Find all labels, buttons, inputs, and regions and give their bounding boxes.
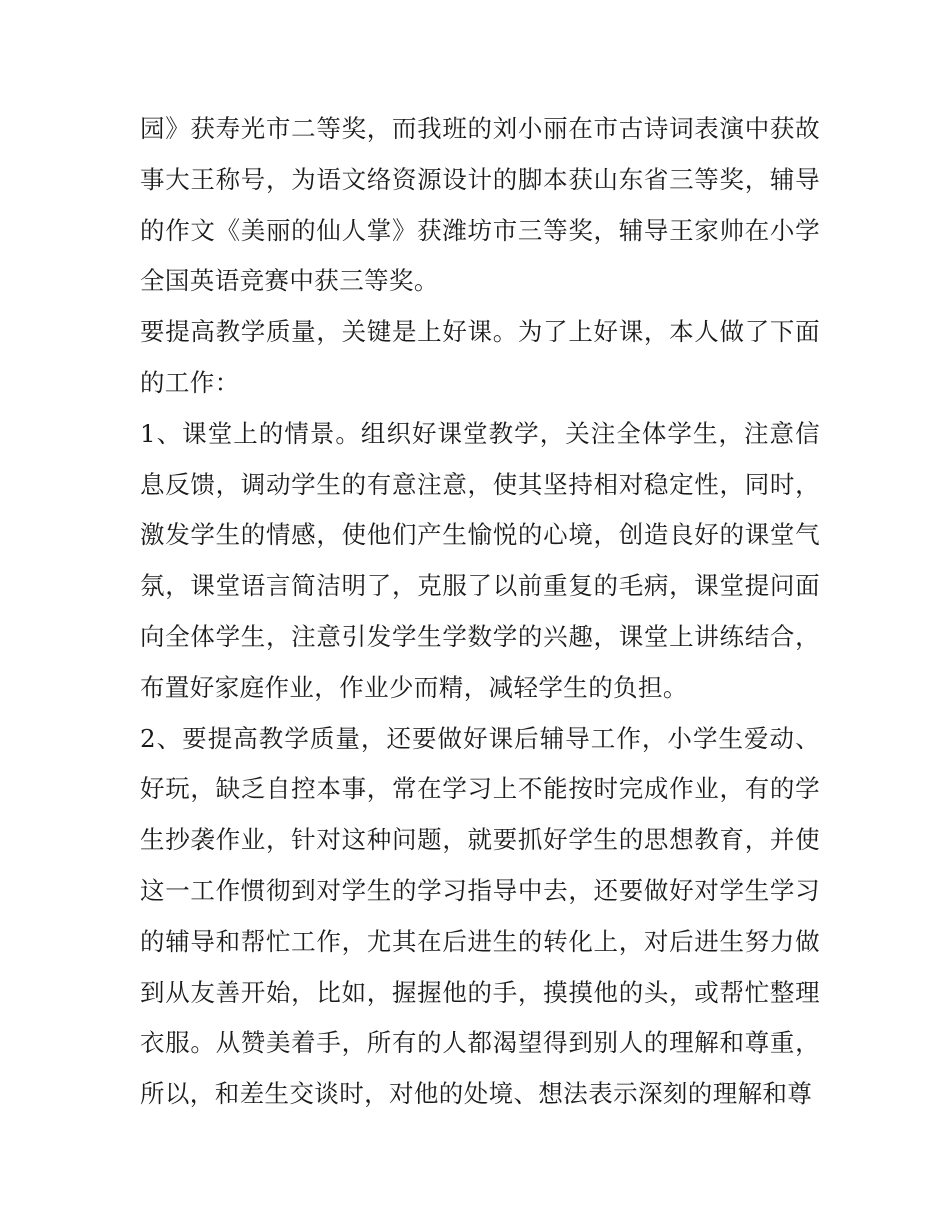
paragraph-award-results: 园》获寿光市二等奖，而我班的刘小丽在市古诗词表演中获故事大王称号，为语文络资源设计的脚本获山东省三等奖，辅导的作文《美丽的仙人掌》获潍坊市三等奖，辅导王家帅在小学全国英语竞赛中获三等奖。 [140,114,820,296]
paragraph-after-class-tutoring: 2、要提高教学质量，还要做好课后辅导工作，小学生爱动、好玩，缺乏自控本事，常在学习上不能按时完成作业，有的学生抄袭作业，针对这种问题，就要抓好学生的思想教育，并使这一工作惯彻到对学生的学习指导中去，还要做好对学生学习的辅导和帮忙工作，尤其在后进生的转化上，对后进生努力做到从友善开始，比如，握握他的手，摸摸他的头，或帮忙整理衣服。从赞美着手，所有的人都渴望得到别人的理解和尊重，所以，和差生交谈时，对他的处境、想法表示深刻的理解和尊 [140,723,820,1109]
paragraph-classroom-situation: 1、课堂上的情景。组织好课堂教学，关注全体学生，注意信息反馈，调动学生的有意注意，使其坚持相对稳定性，同时，激发学生的情感，使他们产生愉悦的心境，创造良好的课堂气氛，课堂语言简洁明了，克服了以前重复的毛病，课堂提问面向全体学生，注意引发学生学数学的兴趣，课堂上讲练结合，布置好家庭作业，作业少而精，减轻学生的负担。 [140,418,820,702]
document-body [140,104,820,1120]
paragraph-teaching-quality-intro: 要提高教学质量，关键是上好课。为了上好课，本人做了下面的工作： [140,317,820,397]
